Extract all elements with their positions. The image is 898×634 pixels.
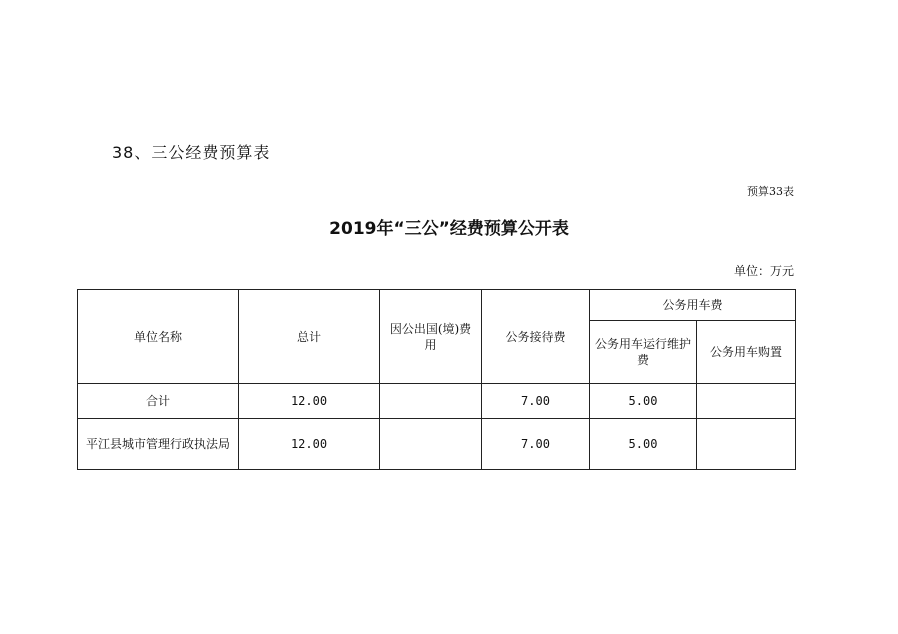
cell-reception: 7.00 [482, 384, 590, 419]
header-vehicle-maintenance-label: 公务用车运行维护费 [594, 337, 691, 367]
cell-unit-name: 合计 [78, 384, 239, 419]
cell-vehicle-maintenance: 5.00 [590, 419, 697, 470]
budget-table [77, 289, 796, 470]
unit-label: 单位：万元 [733, 264, 794, 278]
header-vehicle-purchase: 公务用车购置 [697, 321, 796, 384]
form-code: 预算33表 [747, 185, 794, 198]
header-vehicle-maintenance [590, 321, 697, 384]
cell-vehicle-purchase [697, 384, 796, 419]
header-reception: 公务接待费 [482, 290, 590, 384]
header-row-top [78, 290, 796, 321]
header-total: 总计 [239, 290, 380, 384]
table-row [78, 419, 796, 470]
cell-abroad [380, 419, 482, 470]
page-title: 2019年“三公”经费预算公开表 [329, 219, 569, 239]
table-row [78, 384, 796, 419]
cell-abroad [380, 384, 482, 419]
header-abroad-label: 因公出国(境)费用 [389, 321, 472, 352]
cell-reception: 7.00 [482, 419, 590, 470]
cell-unit-name: 平江县城市管理行政执法局 [78, 419, 239, 470]
cell-vehicle-purchase [697, 419, 796, 470]
header-abroad [380, 290, 482, 384]
header-vehicle-group: 公务用车费 [590, 290, 796, 321]
cell-total: 12.00 [239, 419, 380, 470]
section-heading: 38、三公经费预算表 [112, 143, 271, 162]
cell-vehicle-maintenance: 5.00 [590, 384, 697, 419]
cell-total: 12.00 [239, 384, 380, 419]
header-unit-name: 单位名称 [78, 290, 239, 384]
